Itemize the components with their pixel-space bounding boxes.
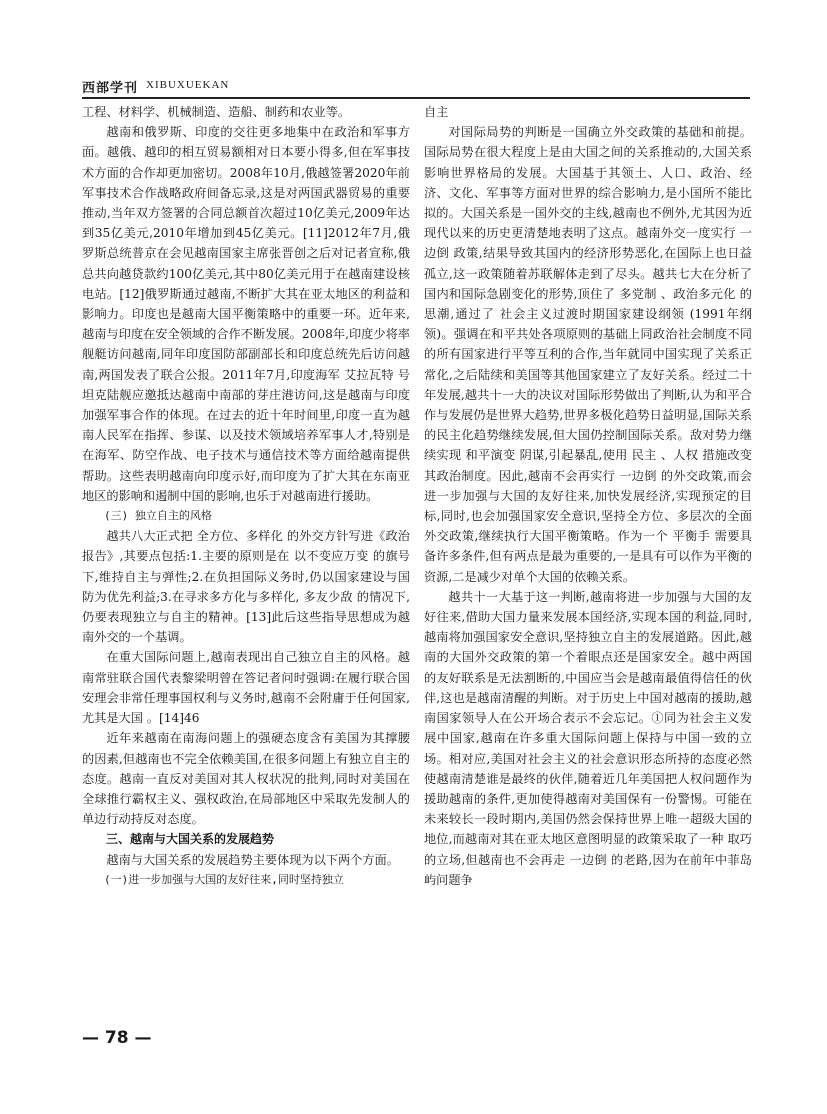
right-cont-0: 自主 (424, 105, 449, 119)
right-para-2: 越共十一大基于这一判断,越南将进一步加强与大国的友好往来,借助大国力量来发展本国经济,实现本国的利益,同时,越南将加强国家安全意识,坚持独立自主的发展道路。因此,越南的大国外交政策的第一个着眼点还是国家安全。越中两国的友好联系是无法割断的,中国应当会是越南最值得信任的伙伴,这也是越南清醒的判断。对于历史上中国对越南的援助,越南国家领导人在公开场合表示不会忘记。①同为社会主义发展中国家,越南在许多重大国际问题上保持与中国一致的立场。相对应,美国对社会主义的社会意识形态所持的态度必然使越南清楚谁是最终的伙伴,随着近几年美国把人权问题作为援助越南的条件,更加使得越南对美国保有一份警惕。可能在未来较长一段时期内,美国仍然会保持世界上唯一超级大国的地位,而越南对其在亚太地区意图明显的政策采取了一种 取巧 的立场,但越南也不会再走 一边倒 的老路,因为在前年中菲岛屿问题争 (424, 589, 752, 887)
left-h2-6: 三、越南与大国关系的发展趋势 (106, 832, 275, 847)
left-para-4: 在重大国际问题上,越南表现出自己独立自主的风格。越南常驻联合国代表黎梁明曾在答记者问时强调:在履行联合国安理会非常任理事国权利与义务时,越南不会附庸于任何国家,尤其是大国 。[14]46 (82, 650, 410, 726)
left-sec-2: (三) 独立自主的风格 (104, 509, 212, 523)
header-rule (82, 97, 750, 99)
right-column (424, 102, 752, 890)
right-para-1: 对国际局势的判断是一国确立外交政策的基础和前提。国际局势在很大程度上是由大国之间的关系推动的,大国关系影响世界格局的发展。大国基于其领土、人口、政治、经济、文化、军事等方面对世界的综合影响力,是小国所不能比拟的。大国关系是一国外交的主线,越南也不例外,尤其因为近现代以来的历史更清楚地表明了这点。越南外交一度实行 一边倒 政策,结果导致其国内的经济形势恶化,在国际上也日益孤立,这一政策随着苏联解体走到了尽头。越共七大在分析了国内和国际急剧变化的形势,顶住了 多党制 、政治多元化 的思潮,通过了 社会主义过渡时期国家建设纲领 (1991年纲领)。强调在和平共处各项原则的基础上同政治社会制度不同的所有国家进行平等互利的合作,当年就同中国实现了关系正常化,之后陆续和美国等其他国家建立了友好关系。经过二十年发展,越共十一大的决议对国际形势做出了判断,认为和平合作与发展仍是世界大趋势,世界多极化趋势日益明显,国际关系的民主化趋势继续发展,但大国仍控制国际关系。敌对势力继续实现 和平演变 阴谋,引起暴乱,使用 民主 、人权 措施改变其政治制度。因此,越南不会再实行 一边倒 的外交政策,而会进一步加强与大国的友好往来,加快发展经济,实现预定的目标,同时,也会加强国家安全意识,坚持全方位、多层次的全面外交政策,继续执行大国平衡策略。作为一个 平衡手 需要具备许多条件,但有两点是最为重要的,一是具有可以作为平衡的资源,二是减少对单个大国的依赖关系。 (424, 125, 752, 584)
left-para-3: 越共八大正式把 全方位、多样化 的外交方针写进《政治报告》,其要点包括:1.主要的原则是在 以不变应万变 的旗号下,维持自主与弹性;2.在负担国际义务时,仍以国家建设与国防为优先利益;3.在寻求多方化与多样化, 多友少敌 的情况下,仍要表现独立与自主的精神。[13]此后这些指导思想成为越南外交的一个基调。 (82, 529, 410, 645)
left-cont-0: 工程、材料学、机械制造、造船、制药和农业等。 (82, 105, 351, 119)
left-sec-8: (一)进一步加强与大国的友好往来,同时坚持独立 (104, 872, 344, 886)
page-number: — 78 — (82, 1028, 152, 1048)
left-para-7: 越南与大国关系的发展趋势主要体现为以下两个方面。 (106, 852, 399, 867)
left-column (82, 102, 410, 890)
journal-name-cn: 西部学刊 (82, 81, 139, 96)
left-para-5: 近年来越南在南海问题上的强硬态度含有美国为其撑腰的因素,但越南也不完全依赖美国,在很多问题上有独立自主的态度。越南一直反对美国对其人权状况的批判,同时对美国在全球推行霸权主义、强权政治,在局部地区中采取先发制人的单边行动持反对态度。 (82, 731, 410, 827)
running-header (82, 76, 750, 98)
left-para-1: 越南和俄罗斯、印度的交往更多地集中在政治和军事方面。越俄、越印的相互贸易额相对日本要小得多,但在军事技术方面的合作却更加密切。2008年10月,俄越签署2020年前军事技术合作战略政府间备忘录,这是对两国武器贸易的重要推动,当年双方签署的合同总额首次超过10亿美元,2009年达到35亿美元,2010年增加到45亿美元。[11]2012年7月,俄罗斯总统普京在会见越南国家主席张晋创之后对记者宣称,俄总共向越贷款约100亿美元,其中80亿美元用于在越南建设核电站。[12]俄罗斯通过越南,不断扩大其在亚太地区的利益和影响力。印度也是越南大国平衡策略中的重要一环。近年来,越南与印度在安全领域的合作不断发展。2008年,印度少将率舰艇访问越南,同年印度国防部副部长和印度总统先后访问越南,两国发表了联合公报。2011年7月,印度海军 艾拉瓦特 号坦克陆舰应邀抵达越南中南部的芽庄港访问,这是越南与印度加强军事合作的体现。在过去的近十年时间里,印度一直为越南人民军在指挥、参谋、以及技术领域培养军事人才,特别是在海军、防空作战、电子技术与通信技术等方面给越南提供帮助。这些表明越南向印度示好,而印度为了扩大其在东南亚地区的影响和遏制中国的影响,也乐于对越南进行援助。 (82, 125, 410, 503)
journal-name-en: XIBUXUEKAN (146, 79, 230, 91)
